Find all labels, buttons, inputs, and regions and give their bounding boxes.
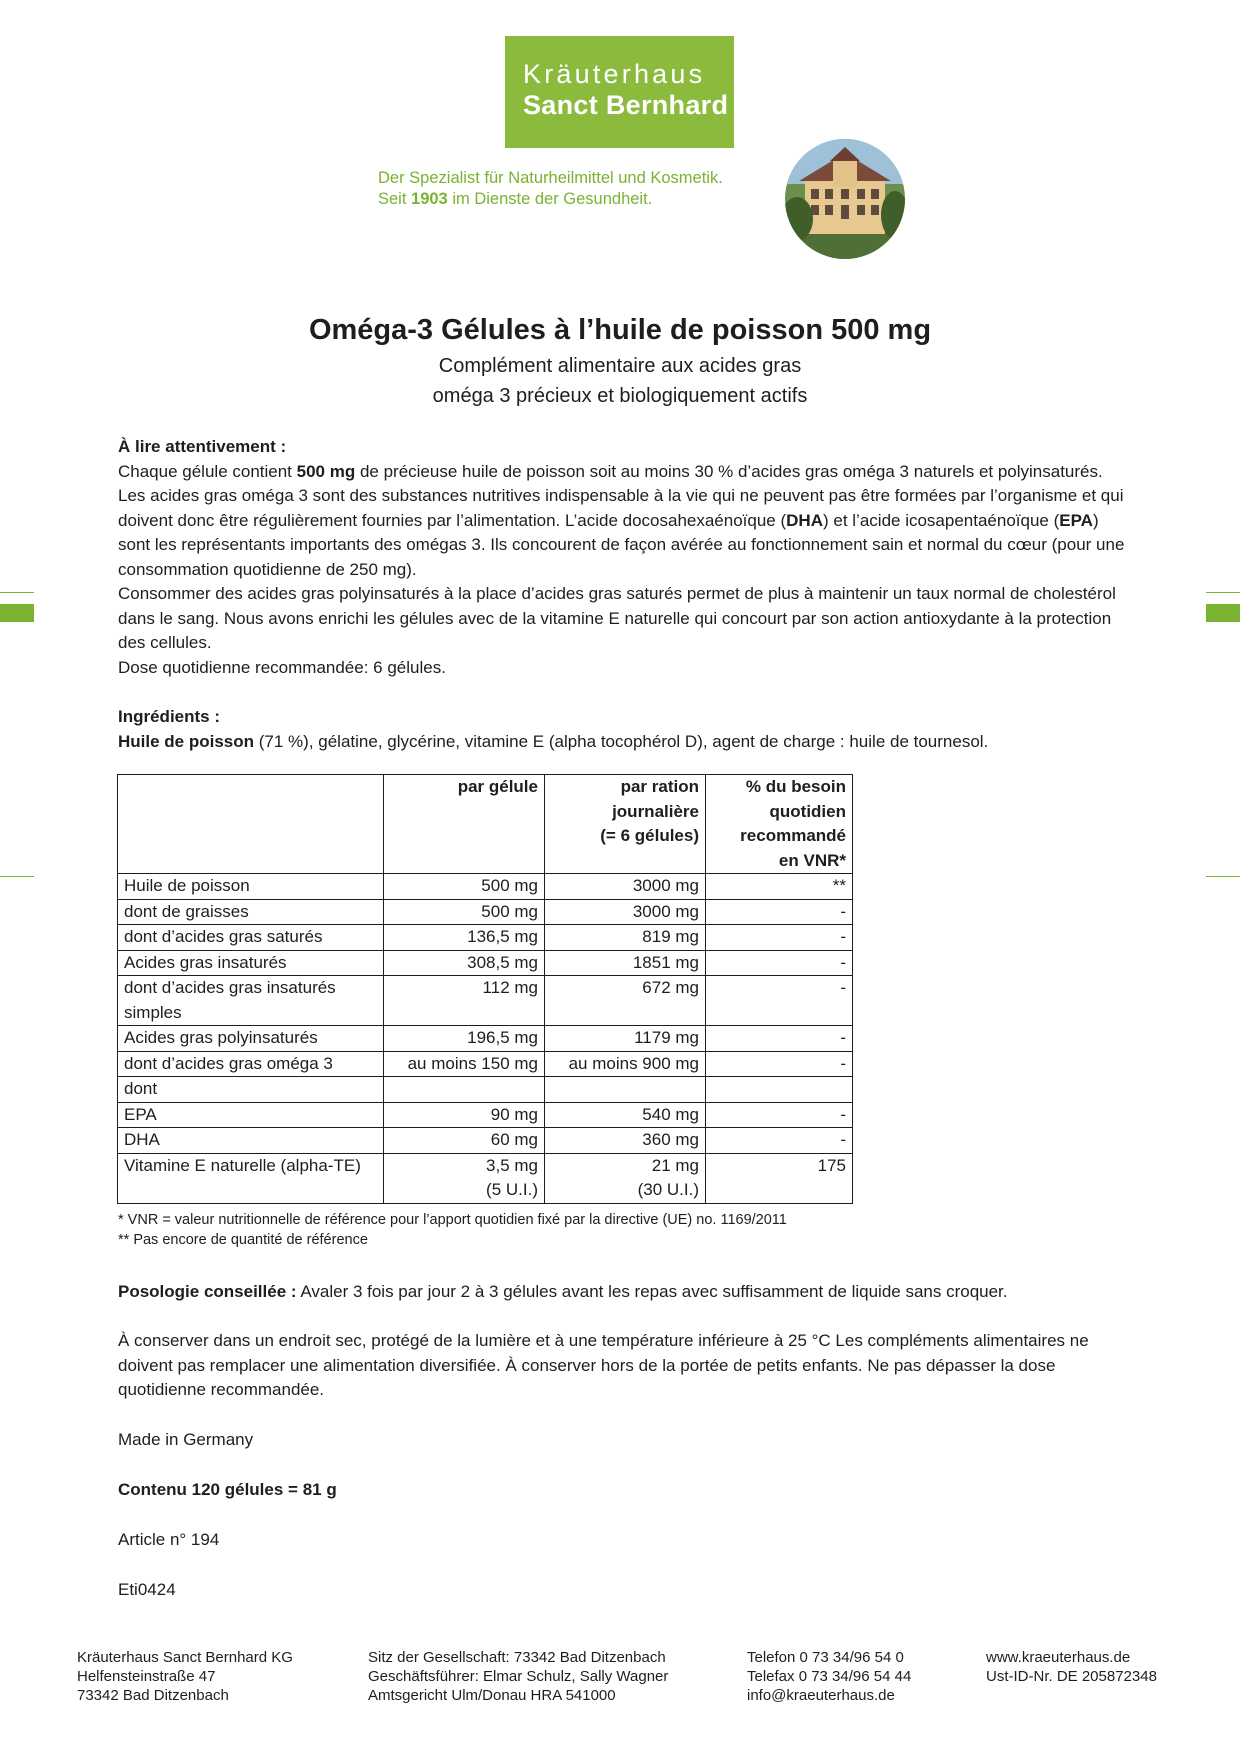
row-label: EPA (118, 1102, 384, 1128)
subtitle-line1: Complément alimentaire aux acides gras (438, 355, 802, 377)
row-per-capsule (384, 1077, 545, 1103)
row-per-day: au moins 900 mg (545, 1051, 706, 1077)
row-label: Vitamine E naturelle (alpha-TE) (118, 1153, 384, 1203)
brand-name-line2: Sanct Bernhard (523, 90, 729, 120)
fold-line-right (1206, 876, 1240, 877)
building-photo (785, 139, 905, 259)
nutrition-table (117, 774, 853, 1204)
row-per-day: 672 mg (545, 976, 706, 1026)
row-vnr (706, 1077, 853, 1103)
product-title: Oméga-3 Gélules à l’huile de poisson 500 mg (308, 314, 932, 346)
footnote-reference: ** Pas encore de quantité de référence (118, 1232, 368, 1248)
row-label: dont de graisses (118, 899, 384, 925)
ingredients-text: Huile de poisson (71 %), gélatine, glycérine, vitamine E (alpha tocophérol D), agent de charge : huile de tournesol. (118, 731, 989, 751)
tagline-line2 (378, 189, 723, 210)
row-label: dont (118, 1077, 384, 1103)
table-row (118, 925, 853, 951)
ingredients-section (118, 705, 1128, 754)
row-vnr: 175 (706, 1153, 853, 1203)
row-label: dont d’acides gras saturés (118, 925, 384, 951)
intro-heading: À lire attentivement : (118, 437, 287, 456)
row-vnr: - (706, 976, 853, 1026)
row-per-capsule: 3,5 mg (5 U.I.) (384, 1153, 545, 1203)
footer-contact: Telefon 0 73 34/96 54 0 Telefax 0 73 34/96 54 44 info@kraeuterhaus.de (747, 1649, 912, 1704)
row-vnr: - (706, 950, 853, 976)
intro-paragraph-2: Consommer des acides gras polyinsaturés à la place d’acides gras saturés permet de plus à maintenir un taux normal de cholestérol dans le sang. Nous avons enrichi les gélules avec de la vitamine E naturelle qui concourt par son action antioxydante à la protection des cellules. (118, 584, 1116, 652)
footer-legal: Sitz der Gesellschaft: 73342 Bad Ditzenbach Geschäftsführer: Elmar Schulz, Sally Wagner Amtsgericht Ulm/Donau HRA 541000 (368, 1649, 669, 1704)
tagline-year: 1903 (411, 190, 448, 208)
footer-website-link[interactable]: www.kraeuterhaus.de (986, 1649, 1131, 1666)
footnote-vnr: * VNR = valeur nutritionnelle de référence pour l’apport quotidien fixé par la directive (UE) no. 1169/2011 (118, 1212, 787, 1228)
row-per-capsule: 136,5 mg (384, 925, 545, 951)
table-row (118, 976, 853, 1026)
table-row (118, 950, 853, 976)
row-per-day: 1851 mg (545, 950, 706, 976)
row-label: dont d’acides gras oméga 3 (118, 1051, 384, 1077)
table-header-per-capsule: par gélule (384, 775, 545, 874)
brand-logo (505, 36, 734, 148)
fold-line-left (0, 876, 34, 877)
contents: Contenu 120 gélules = 81 g (118, 1480, 337, 1499)
row-per-capsule: au moins 150 mg (384, 1051, 545, 1077)
row-label: Acides gras insaturés (118, 950, 384, 976)
row-per-day: 21 mg (30 U.I.) (545, 1153, 706, 1203)
footer-web: www.kraeuterhaus.de Ust-ID-Nr. DE 205872348 (986, 1649, 1157, 1685)
tagline-post: im Dienste der Gesundheit. (447, 190, 653, 208)
intro-section (118, 435, 1128, 680)
table-row (118, 1153, 853, 1203)
row-per-day: 819 mg (545, 925, 706, 951)
table-header-label (118, 775, 384, 874)
footer-company: Kräuterhaus Sanct Bernhard KG Helfensteinstraße 47 73342 Bad Ditzenbach (77, 1649, 293, 1704)
row-per-capsule: 60 mg (384, 1128, 545, 1154)
row-label: Huile de poisson (118, 874, 384, 900)
fold-mark-left (0, 592, 34, 622)
table-row (118, 1128, 853, 1154)
label-code: Eti0424 (118, 1580, 176, 1599)
table-row (118, 1102, 853, 1128)
row-per-capsule: 500 mg (384, 874, 545, 900)
row-label: DHA (118, 1128, 384, 1154)
tagline-line1: Der Spezialist für Naturheilmittel und Kosmetik. (378, 169, 723, 187)
brand-tagline (378, 168, 723, 210)
row-per-day: 360 mg (545, 1128, 706, 1154)
intro-paragraph-1: Chaque gélule contient 500 mg de précieuse huile de poisson soit au moins 30 % d’acides gras oméga 3 naturels et polyinsaturés. Les acides gras oméga 3 sont des substances nutritives indispensable à la vie qui ne peuvent pas être formées par l’organisme et qui doivent donc être régulièrement fournies par l’alimentation. L’acide docosahexaénoïque (DHA) et l’acide icosapentaénoïque (EPA) sont les représentants importants des omégas 3. Ils concourent de façon avérée au fonctionnement sain et normal du cœur (pour une consommation quotidienne de 250 mg). (118, 461, 1125, 579)
table-header-vnr: % du besoin quotidien recommandé en VNR* (706, 775, 853, 874)
made-in: Made in Germany (118, 1430, 254, 1449)
dosage-section (118, 1280, 1128, 1305)
footer-email-link[interactable]: info@kraeuterhaus.de (747, 1687, 895, 1704)
table-row (118, 1077, 853, 1103)
subtitle-line2: oméga 3 précieux et biologiquement actifs (432, 385, 808, 407)
row-label: dont d’acides gras insaturés simples (118, 976, 384, 1026)
article-number: Article n° 194 (118, 1530, 220, 1549)
row-vnr: ** (706, 874, 853, 900)
row-per-day: 3000 mg (545, 874, 706, 900)
table-row (118, 874, 853, 900)
row-label: Acides gras polyinsaturés (118, 1026, 384, 1052)
row-vnr: - (706, 1051, 853, 1077)
row-per-day: 3000 mg (545, 899, 706, 925)
table-row (118, 1051, 853, 1077)
table-row (118, 1026, 853, 1052)
fold-mark-right (1206, 592, 1240, 622)
row-per-day (545, 1077, 706, 1103)
table-header-per-day: par ration journalière (= 6 gélules) (545, 775, 706, 874)
dosage-text: Posologie conseillée : Avaler 3 fois par jour 2 à 3 gélules avant les repas avec suffisamment de liquide sans croquer. (118, 1282, 1008, 1301)
table-header-row (118, 775, 853, 874)
storage-section (118, 1329, 1128, 1403)
row-per-capsule: 196,5 mg (384, 1026, 545, 1052)
row-vnr: - (706, 899, 853, 925)
table-row (118, 899, 853, 925)
row-per-capsule: 90 mg (384, 1102, 545, 1128)
table-footnotes (118, 1210, 787, 1250)
row-vnr: - (706, 1128, 853, 1154)
storage-text: À conserver dans un endroit sec, protégé de la lumière et à une température inférieure à 25 °C Les compléments alimentaires ne doivent pas remplacer une alimentation diversifiée. À conserver hors de la portée de petits enfants. Ne pas dépasser la dose quotidienne recommandée. (118, 1331, 1089, 1399)
brand-name-line1: Kräuterhaus (523, 59, 706, 89)
row-per-capsule: 112 mg (384, 976, 545, 1026)
product-subtitle (0, 351, 1240, 411)
row-per-capsule: 500 mg (384, 899, 545, 925)
row-vnr: - (706, 1026, 853, 1052)
row-per-capsule: 308,5 mg (384, 950, 545, 976)
row-per-day: 540 mg (545, 1102, 706, 1128)
intro-paragraph-3: Dose quotidienne recommandée: 6 gélules. (118, 657, 446, 677)
row-vnr: - (706, 1102, 853, 1128)
ingredients-heading: Ingrédients : (118, 707, 221, 726)
row-vnr: - (706, 925, 853, 951)
tagline-pre: Seit (378, 190, 412, 208)
row-per-day: 1179 mg (545, 1026, 706, 1052)
